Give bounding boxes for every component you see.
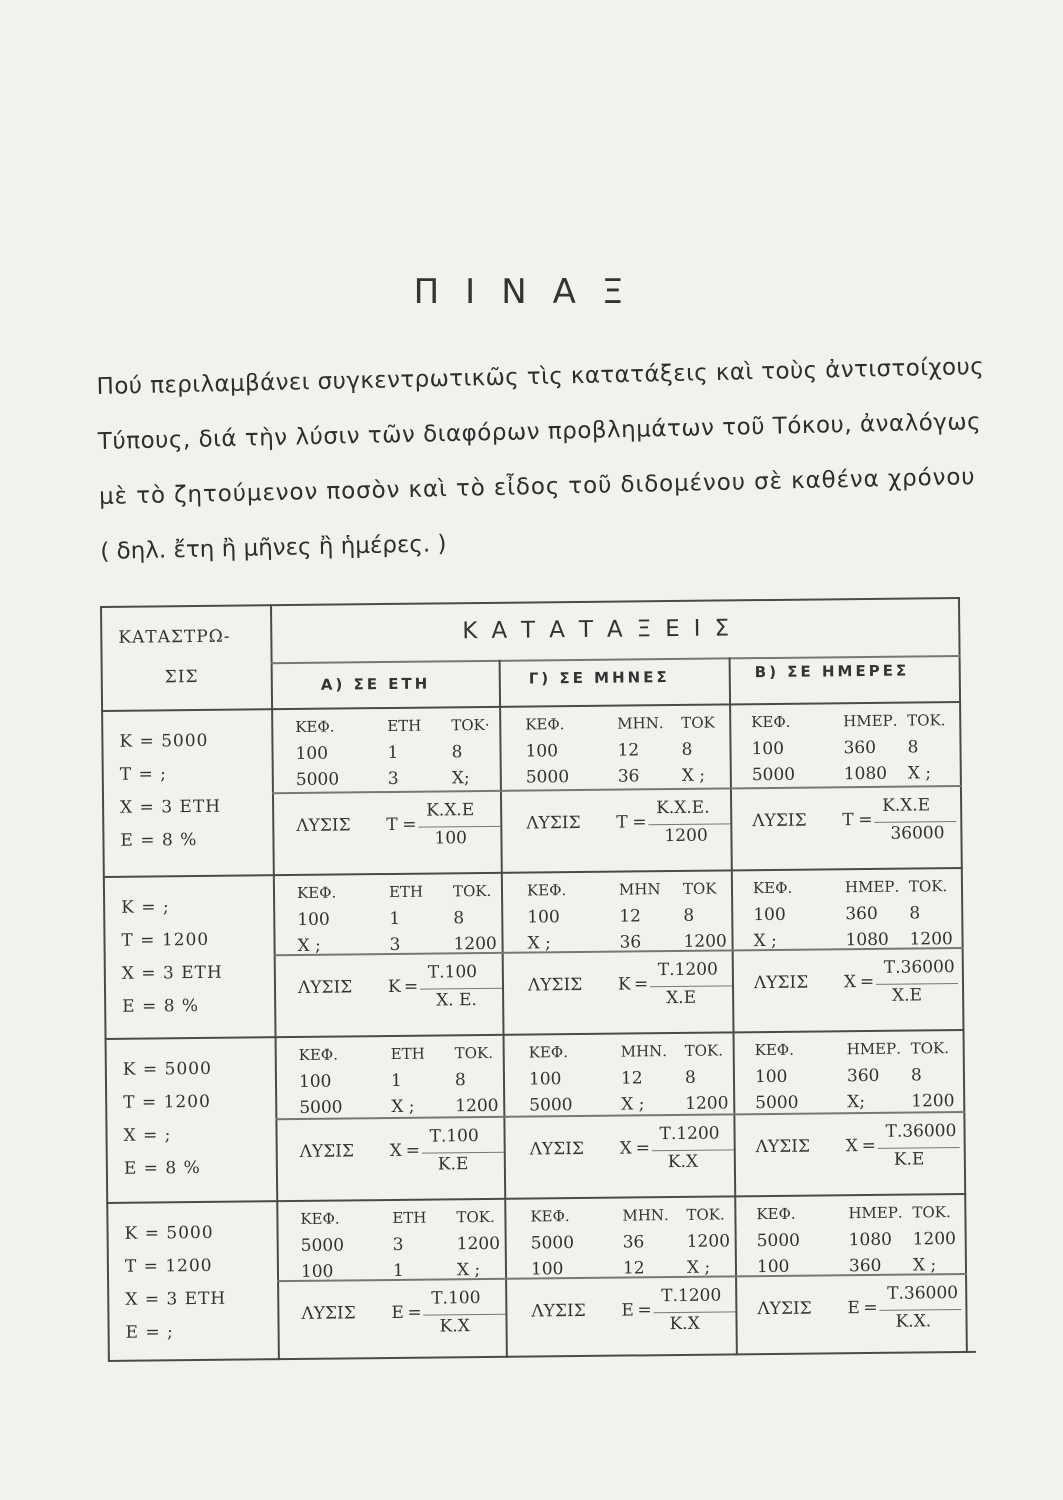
sub-header-days: Β) ΣΕ ΗΜΕΡΕΣ [754,661,910,682]
solution-variable: Κ [387,976,401,998]
arrangement-header-cell: ΗΜΕΡ. [844,877,900,897]
arrangement-cell: 8 [681,739,693,760]
arrangement-header-cell: ΤΟΚ. [454,1043,494,1063]
arrangement-cell: 360 [846,1065,880,1087]
arrangement-cell: 5000 [295,769,340,790]
row-divider [105,1029,965,1040]
arrangement-cell: 3 [387,768,399,789]
fraction-numerator: Τ.36000 [887,1283,959,1304]
arrangement-cell: 1080 [845,929,889,951]
arrangement-cell: 12 [619,906,642,927]
arrangement-cell: Χ ; [527,933,551,954]
fraction-denominator: Κ.Χ [439,1316,470,1337]
fraction-denominator: Κ.Ε [437,1154,469,1175]
fraction-denominator: Κ.Χ [669,1313,700,1335]
arrangement-cell: Χ ; [297,935,321,956]
arrangement-header-cell: ΚΕΦ. [530,1207,570,1226]
arrangement-cell: Χ ; [686,1257,711,1278]
solution-variable: Τ [616,812,628,833]
solution-label: ΛΥΣΙΣ [757,1298,812,1320]
fraction-numerator: Κ.Χ.Ε [882,795,931,816]
arrangement-cell: 5000 [756,1230,801,1252]
arrangement-header-cell: ΚΕΦ. [752,878,793,898]
fraction-numerator: Τ.36000 [883,957,955,978]
arrangement-header-cell: ΚΕΦ. [751,712,791,732]
row-divider [106,1193,966,1204]
equals-sign: = [861,1135,877,1157]
arrangement-header-cell: ΚΕΦ. [526,881,567,900]
arrangement-cell: 1200 [685,1093,729,1114]
arrangement-header-cell: ΤΟΚ [682,879,717,898]
arrangement-cell: 360 [843,737,877,759]
solution-variable: Τ [842,810,854,831]
equals-sign: = [859,971,875,993]
solution-label: ΛΥΣΙΣ [301,1303,356,1324]
arrangement-cell: 100 [300,1261,334,1282]
solution-variable: Τ [386,814,398,836]
intro-line: ( δηλ. ἔτη ἢ μῆνες ἢ ἡμέρες. ) [100,531,447,565]
arrangement-cell: Χ ; [681,765,706,786]
arrangement-cell: Χ ; [912,1255,937,1276]
arrangement-cell: 1080 [848,1229,893,1251]
intro-paragraph [96,340,985,580]
arrangement-header-cell: ΚΕΦ. [754,1040,795,1060]
arrangement-cell: 1 [392,1260,404,1281]
arrangement-header-cell: ΜΗΝ. [617,714,664,733]
solution-variable: Χ [843,972,857,993]
arrangement-cell: 1200 [455,1095,499,1117]
intro-line: Πού περιλαμβάνει συγκεντρωτικῶς τὶς κατατάξεις καὶ τοὺς ἀντιστοίχους [96,353,985,400]
arrangement-header-cell: ΤΟΚ. [456,1207,495,1227]
table-border-right [958,597,968,1353]
setup-line: Κ = 5000 [119,730,209,752]
arrangement-cell: 8 [684,1067,696,1088]
arrangement-header-cell: ΚΕΦ. [300,1209,340,1228]
fraction-numerator: Κ.Χ.Ε. [656,797,710,819]
arrangement-header-cell: ΕΤΗ [392,1208,427,1227]
arrangement-cell: 36 [617,766,640,787]
main-header: ΚΑΤΑΤΑΞΕΙΣ [462,615,744,645]
arrangement-header-cell: ΕΤΗ [387,716,422,735]
solution-label: ΛΥΣΙΣ [527,974,583,996]
setup-line: Χ = 3 ΕΤΗ [121,962,223,984]
arrangement-cell: 100 [295,743,329,764]
row-divider [103,867,963,878]
equals-sign: = [407,1302,422,1323]
header-bottom-line [101,701,961,712]
arrangement-header-cell: ΕΤΗ [390,1044,425,1063]
arrangement-cell: 100 [298,1071,332,1092]
arrangement-header-cell: ΤΟΚ [681,713,715,732]
fraction-numerator: Τ.1200 [659,1123,720,1145]
arrangement-cell: 100 [753,904,786,926]
arrangement-cell: 3 [392,1234,404,1255]
equals-sign: = [635,1138,651,1159]
arrangement-cell: 5000 [299,1097,343,1118]
arrangement-header-cell: ΗΜΕΡ. [846,1039,902,1059]
arrangement-cell: 1200 [683,931,727,952]
equals-sign: = [632,812,647,833]
arrangement-header-cell: ΤΟΚ. [908,877,948,896]
arrangement-cell: Χ ; [391,1096,415,1117]
arrangement-cell: 3 [389,934,401,955]
arrangement-cell: 1200 [909,929,953,950]
arrangement-header-cell: ΗΜΕΡ. [848,1203,903,1223]
solution-label: ΛΥΣΙΣ [297,977,353,998]
equals-sign: = [402,814,417,835]
arrangement-cell: 36 [619,932,642,953]
arrangement-cell: 12 [620,1068,643,1089]
left-header-line-2: ΣΙΣ [164,666,199,688]
solution-variable: Ε [391,1302,404,1323]
arrangement-cell: 360 [845,903,878,925]
arrangement-cell: 12 [617,740,640,761]
fraction-numerator: Τ.1200 [661,1285,722,1307]
sub-header-months: Γ) ΣΕ ΜΗΝΕΣ [528,668,670,688]
arrangement-header-cell: ΚΕΦ. [528,1043,569,1062]
arrangement-cell: 1 [389,908,401,929]
arrangement-header-cell: ΜΗΝ. [620,1042,668,1061]
setup-line: Τ = 1200 [124,1255,213,1277]
arrangement-cell: 1200 [456,1233,501,1255]
solution-label: ΛΥΣΙΣ [526,812,581,834]
fraction-numerator: Τ.1200 [657,959,718,981]
arrangement-cell: 5000 [530,1233,575,1254]
arrangement-cell: 100 [756,1256,790,1278]
setup-line: Τ = 1200 [123,1091,211,1113]
fraction-denominator: 100 [434,828,468,849]
arrangement-header-cell: ΚΕΦ. [295,717,335,736]
arrangement-header-cell: ΚΕΦ. [296,883,337,902]
sub-header-years: Α) ΣΕ ΕΤΗ [320,674,431,694]
solution-label: ΛΥΣΙΣ [753,972,809,994]
intro-line: μὲ τὸ ζητούμενον ποσὸν καὶ τὸ εἶδος τοῦ διδομένου σὲ καθένα χρόνου [98,464,976,510]
arrangement-header-cell: ΤΟΚ. [452,881,492,901]
arrangement-cell: 5000 [300,1235,345,1256]
solution-label: ΛΥΣΙΣ [299,1141,355,1162]
arrangement-cell: 8 [453,908,465,929]
setup-line: Ε = ; [125,1322,174,1343]
arrangement-cell: 5000 [751,764,796,786]
setup-line: Ε = 8 % [122,995,200,1017]
solution-variable: Ε [847,1298,860,1319]
arrangement-cell: Χ; [451,768,470,789]
fraction-numerator: Τ.100 [429,1126,479,1147]
equals-sign: = [403,976,419,997]
solution-variable: Ε [621,1300,634,1321]
setup-line: Κ = 5000 [124,1222,214,1244]
solution-label: ΛΥΣΙΣ [755,1136,811,1158]
equals-sign: = [633,974,649,995]
arrangement-cell: 1200 [912,1229,957,1250]
arrangement-header-cell: ΚΕΦ. [298,1045,339,1064]
equals-sign: = [863,1297,878,1319]
fraction-numerator: Τ.36000 [885,1121,957,1142]
page-title: ΠΙΝΑΞ [413,272,650,312]
arrangement-cell: Χ ; [753,930,777,952]
fraction-denominator: Κ.Χ. [895,1311,932,1332]
solution-label: ΛΥΣΙΣ [529,1138,585,1160]
solution-variable: Κ [617,974,631,995]
arrangement-cell: 8 [683,905,695,926]
arrangement-cell: 100 [525,741,559,762]
arrangement-header-cell: ΗΜΕΡ. [843,711,898,731]
fraction-numerator: Τ.100 [431,1288,481,1309]
setup-line: Κ = 5000 [122,1058,212,1080]
equals-sign: = [858,809,873,831]
arrangement-header-cell: ΚΕΦ. [756,1204,796,1224]
arrangement-cell: Χ ; [907,763,932,784]
interest-table [100,597,978,1362]
fraction-denominator: Κ.Χ [667,1151,699,1173]
arrangement-cell: 5000 [755,1092,799,1114]
arrangement-cell: 100 [527,907,560,928]
fraction-denominator: Κ.Ε [893,1149,925,1170]
arrangement-header-cell: ΤΟΚ· [451,715,490,735]
arrangement-cell: 8 [451,742,463,763]
arrangement-header-cell: ΤΟΚ. [912,1203,951,1222]
arrangement-cell: 8 [910,1065,922,1086]
setup-column-divider [270,604,280,1360]
arrangement-header-cell: ΤΟΚ. [910,1039,950,1058]
setup-line: Χ = 3 ΕΤΗ [120,796,222,818]
arrangement-cell: 36 [622,1232,645,1253]
setup-line: Τ = 1200 [121,929,210,951]
arrangement-cell: 8 [909,903,921,924]
arrangement-cell: 12 [622,1258,645,1279]
left-header-line-1: ΚΑΤΑΣΤΡΩ- [118,626,231,648]
arrangement-header-cell: ΤΟΚ. [684,1041,724,1060]
solution-variable: Χ [619,1138,632,1159]
intro-line: Τύπους, διά τὴν λύσιν τῶν διαφόρων προβλημάτων τοῦ Τόκου, ἀναλόγως [97,408,982,455]
fraction-denominator: 1200 [664,825,708,847]
setup-line: Ε = 8 % [120,829,198,851]
arrangement-header-cell: ΕΤΗ [388,882,424,901]
equals-sign: = [637,1300,652,1321]
table-border-top [100,597,960,608]
fraction-denominator: 36000 [890,823,945,844]
arrangement-cell: 8 [907,737,919,758]
arrangement-header-cell: ΚΕΦ. [525,715,565,734]
arrangement-header-cell: ΜΗΝ [618,880,661,899]
arrangement-cell: 100 [751,738,785,760]
solution-label: ΛΥΣΙΣ [296,815,351,836]
arrangement-cell: 1200 [911,1091,955,1112]
arrangement-cell: 1080 [843,763,888,785]
arrangement-cell: 1 [390,1070,402,1091]
solution-label: ΛΥΣΙΣ [752,810,807,832]
arrangement-cell: 1200 [453,933,497,955]
fraction-denominator: Χ. Ε. [436,990,477,1011]
arrangement-cell: 1200 [686,1231,731,1252]
arrangement-header-cell: ΤΟΚ. [686,1205,725,1224]
arrangement-header-cell: ΤΟΚ. [907,711,946,730]
fraction-numerator: Κ.Χ.Ε [426,800,475,821]
arrangement-cell: 5000 [529,1095,573,1116]
equals-sign: = [405,1140,421,1161]
arrangement-cell: Χ; [847,1092,866,1113]
arrangement-cell: 100 [530,1259,564,1280]
arrangement-cell: 100 [297,909,330,930]
fraction-numerator: Τ.100 [427,962,478,983]
table-border-bottom [108,1351,976,1362]
arrangement-cell: 1 [387,742,399,763]
arrangement-cell: 5000 [525,767,570,788]
arrangement-cell: 100 [754,1066,788,1088]
arrangement-cell: 8 [454,1070,466,1091]
setup-line: Χ = ; [123,1125,172,1146]
setup-line: Ε = 8 % [123,1157,201,1179]
setup-line: Κ = ; [121,897,170,918]
solution-variable: Χ [389,1140,402,1161]
arrangement-cell: 360 [848,1255,882,1277]
solution-label: ΛΥΣΙΣ [531,1300,586,1322]
setup-line: Τ = ; [119,764,167,785]
arrangement-cell: Χ ; [456,1260,481,1281]
setup-line: Χ = 3 ΕΤΗ [125,1288,227,1310]
arrangement-cell: Χ ; [621,1094,645,1115]
fraction-denominator: Χ.Ε [892,985,923,1006]
table-border-left [100,606,110,1362]
arrangement-header-cell: ΜΗΝ. [622,1206,669,1225]
solution-variable: Χ [845,1136,858,1157]
fraction-denominator: Χ.Ε [666,987,697,1009]
arrangement-cell: 100 [528,1069,562,1090]
